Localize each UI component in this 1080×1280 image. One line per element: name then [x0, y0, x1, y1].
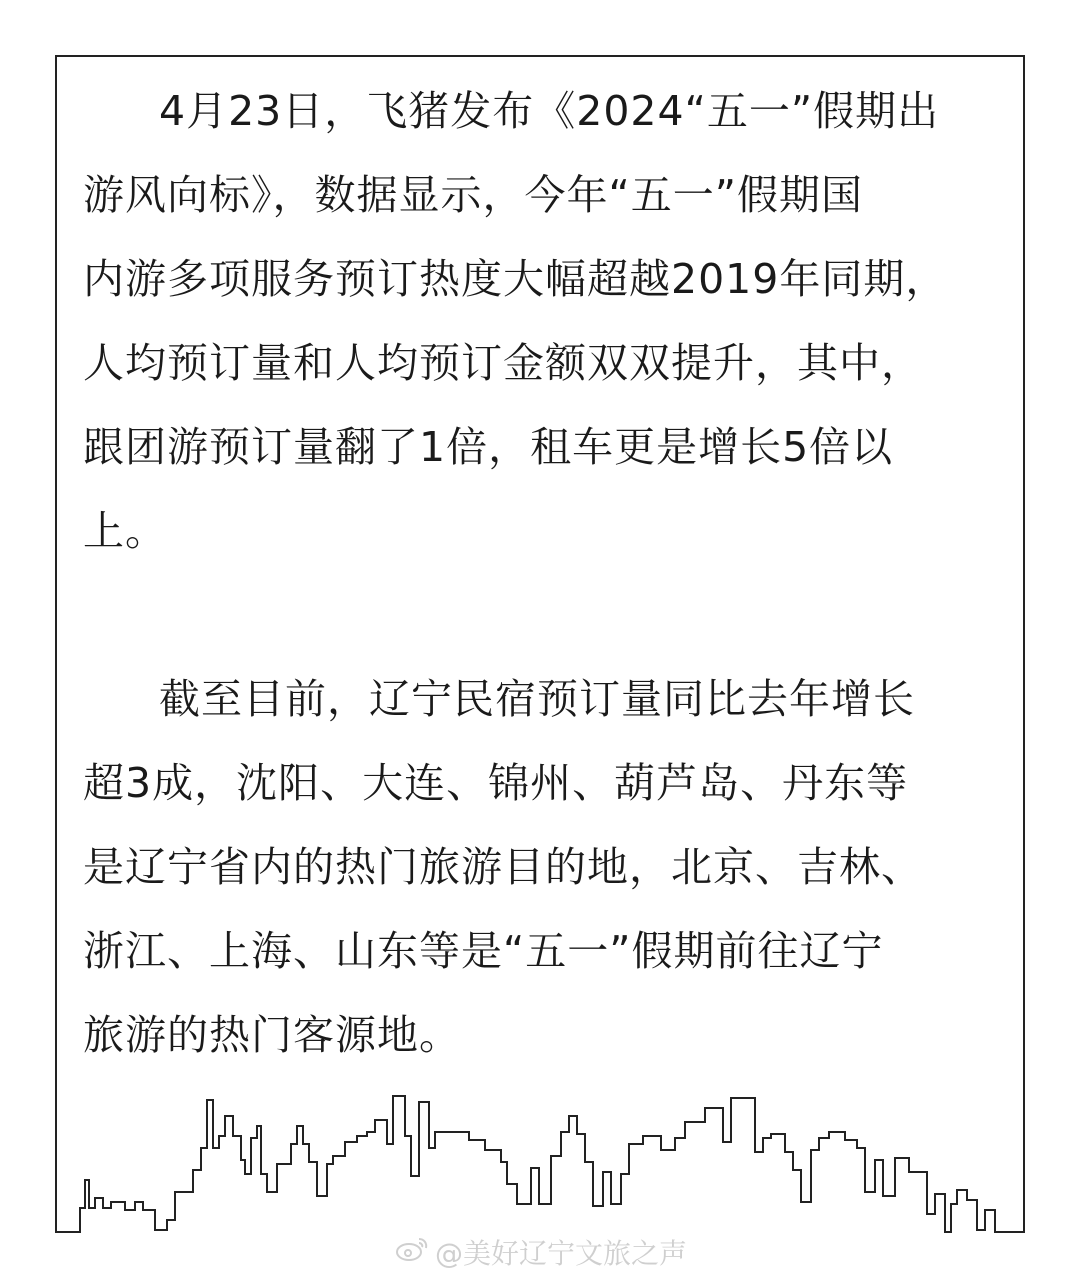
paragraph-line: 跟团游预订量翻了1倍，租车更是增长5倍以	[83, 423, 894, 471]
paragraph-line: 浙江、上海、山东等是“五一”假期前往辽宁	[83, 927, 884, 975]
paragraph-line: 截至目前，辽宁民宿预订量同比去年增长	[159, 675, 915, 723]
paragraph-line: 4月23日，飞猪发布《2024“五一”假期出	[159, 87, 940, 135]
paragraph-2	[83, 657, 1008, 1077]
article-body	[83, 69, 1008, 1077]
paragraph-1	[83, 69, 1008, 573]
watermark-text: @美好辽宁文旅之声	[435, 1237, 688, 1270]
paragraph-line: 游风向标》，数据显示，今年“五一”假期国	[83, 171, 863, 219]
paragraph-line: 超3成，沈阳、大连、锦州、葫芦岛、丹东等	[83, 759, 909, 807]
paragraph-line: 旅游的热门客源地。	[83, 1011, 461, 1059]
weibo-watermark	[395, 1232, 687, 1272]
paragraph-line: 人均预订量和人均预订金额双双提升，其中，	[83, 339, 923, 387]
paragraph-line: 是辽宁省内的热门旅游目的地，北京、吉林、	[83, 843, 923, 891]
paragraph-line: 上。	[83, 507, 167, 555]
paragraph-line: 内游多项服务预订热度大幅超越2019年同期，	[83, 255, 948, 303]
city-skyline-illustration	[55, 1080, 1025, 1240]
weibo-icon	[395, 1235, 429, 1270]
